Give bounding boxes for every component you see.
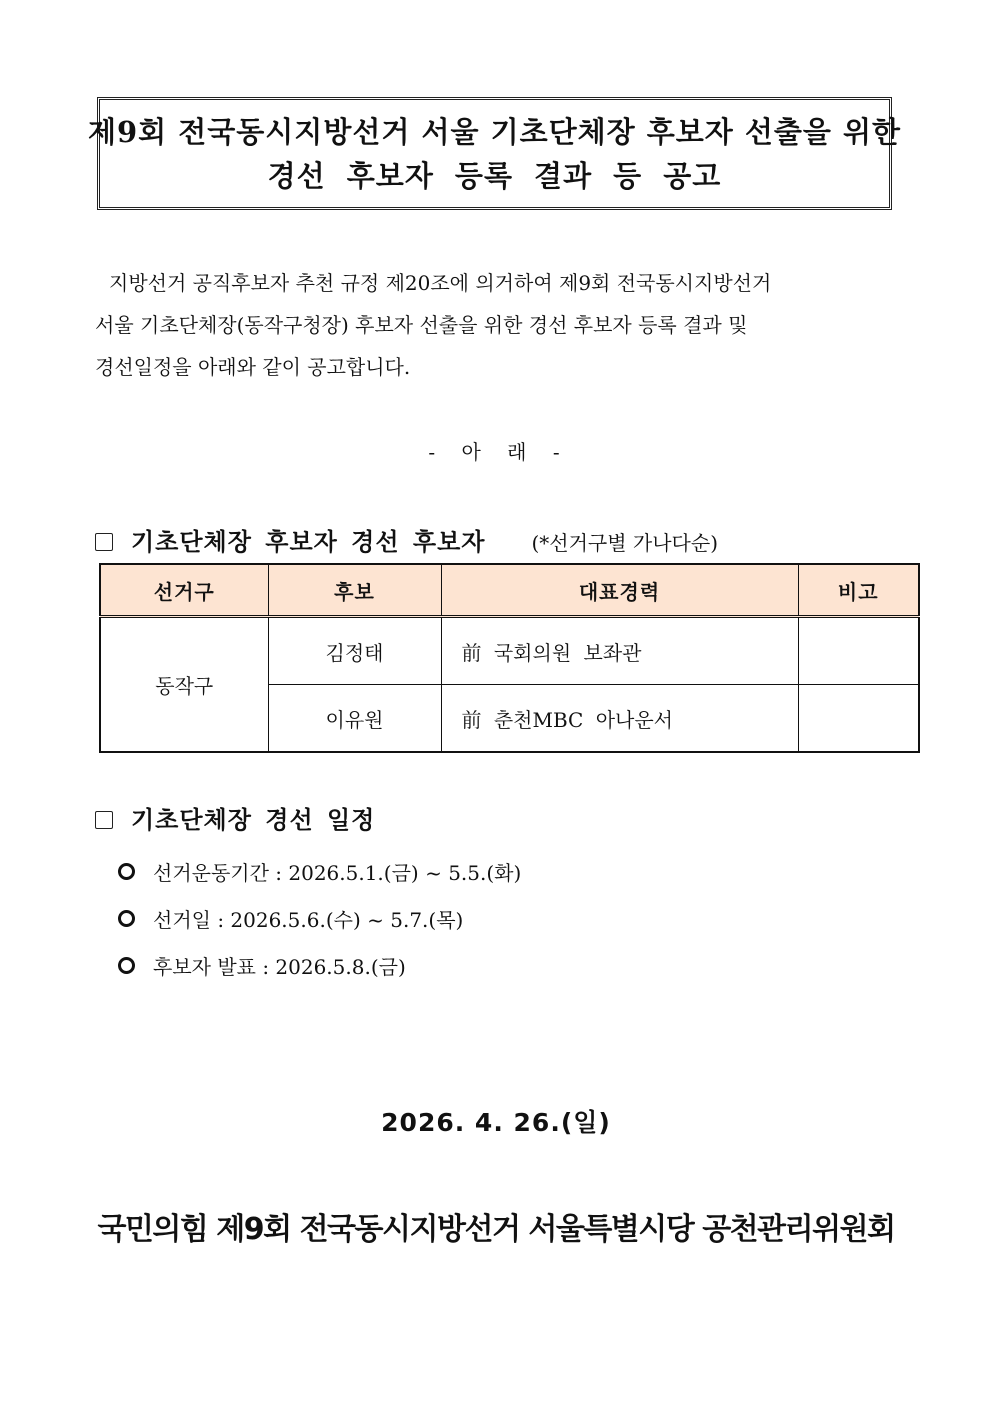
candidates-table [99,563,920,753]
circle-bullet-icon [118,863,135,880]
intro-paragraph [95,262,895,388]
intro-line-1 [95,262,895,304]
schedule-list [118,848,521,989]
schedule-section-heading [95,800,375,835]
checkbox-icon [95,533,113,551]
issuing-organization: 국민의힘 제9회 전국동시지방선거 서울특별시당 공천관리위원회 [97,1212,895,1247]
intro-line-1-text: 지방선거 공직후보자 추천 규정 제20조에 의거하여 제9회 전국동시지방선거 [109,271,772,295]
list-item [118,895,521,942]
below-label: - 아 래 - [428,440,564,464]
candidates-section-title: 기초단체장 후보자 경선 후보자 [131,527,486,556]
schedule-section-title: 기초단체장 경선 일정 [131,805,376,834]
column-header: 비고 [798,564,919,617]
schedule-item-text: 후보자 발표 : 2026.5.8.(금) [153,955,406,979]
candidate-name: 이유원 [268,685,441,753]
title-line-1: 제9회 전국동시지방선거 서울 기초단체장 후보자 선출을 위한 [87,114,902,149]
candidates-section-note: (*선거구별 가나다순) [531,531,718,555]
schedule-item-text: 선거운동기간 : 2026.5.1.(금) ~ 5.5.(화) [153,861,522,885]
schedule-item-text: 선거일 : 2026.5.6.(수) ~ 5.7.(목) [153,908,464,932]
candidates-section-heading [95,522,718,557]
list-item [118,848,521,895]
circle-bullet-icon [118,910,135,927]
list-item [118,942,521,989]
circle-bullet-icon [118,957,135,974]
title-line-2: 경선 후보자 등록 결과 등 공고 [267,158,722,193]
table-header-row [100,564,919,617]
candidate-remark [798,685,919,753]
candidate-career: 前 국회의원 보좌관 [441,617,798,685]
column-header: 대표경력 [441,564,798,617]
candidate-name: 김정태 [268,617,441,685]
table-row [100,617,919,685]
district-cell: 동작구 [100,617,268,753]
announcement-date: 2026. 4. 26.(일) [381,1108,611,1137]
intro-line-3: 경선일정을 아래와 같이 공고합니다. [95,355,411,379]
candidate-remark [798,617,919,685]
column-header: 후보 [268,564,441,617]
intro-line-2: 서울 기초단체장(동작구청장) 후보자 선출을 위한 경선 후보자 등록 결과 및 [95,313,748,337]
candidate-career: 前 춘천MBC 아나운서 [441,685,798,753]
checkbox-icon [95,811,113,829]
column-header: 선거구 [100,564,268,617]
title-box [87,97,902,210]
